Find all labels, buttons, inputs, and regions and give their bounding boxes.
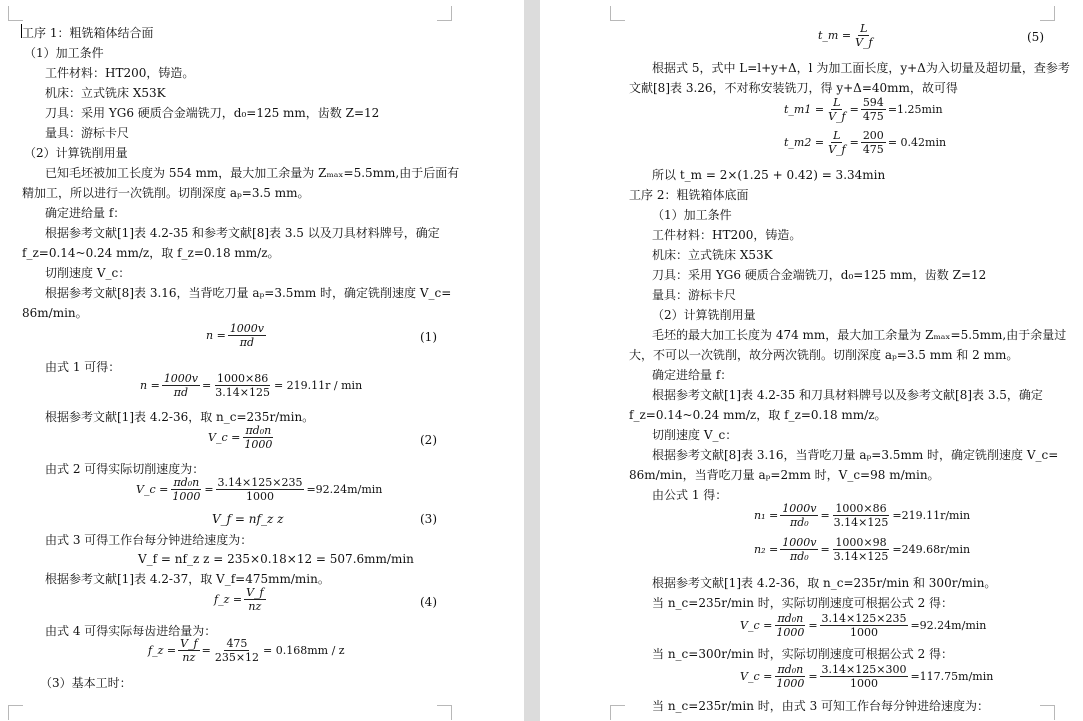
equation-tm1: t_m1 = $\frac{L}{V\_f}$ = $\frac{594}{475}$ =1.25min [784,96,943,123]
paragraph-line: 切削速度 V_c： [652,428,738,442]
equation-number: (5) [1027,30,1044,44]
paragraph-line: 根据参考文献[1]表 4.2-37，取 V_f=475mm/min。 [45,572,330,586]
document-page-right [540,0,1083,721]
paragraph-line: f_z=0.14~0.24 mm/z，取 f_z=0.18 mm/z。 [629,408,887,422]
paragraph-line: f_z=0.14~0.24 mm/z，取 f_z=0.18 mm/z。 [22,246,280,260]
paragraph-line: 由公式 1 得： [652,488,728,502]
paragraph-line: 根据参考文献[1]表 4.2-35 和参考文献[8]表 3.5 以及刀具材料牌号，确定 [45,226,440,240]
paragraph-line: 由式 4 可得实际每齿进给量为： [45,624,217,638]
paragraph-line: 切削速度 V_c： [45,266,131,280]
paragraph-line: 机床：立式铣床 X53K [652,248,773,262]
paragraph-line: 确定进给量 f： [652,368,733,382]
equation-number: (3) [420,512,437,526]
paragraph-line: 根据参考文献[1]表 4.2-36，取 n_c=235r/min。 [45,410,315,424]
equation-2-evaluated: V_c = $\frac{\text{πd₀n}}{1000}$ = $\frac{3.14\times 125\times 235}{1000}$ =92.24m/min [136,476,383,503]
subheading: （3）基本工时： [40,676,132,690]
crop-mark [1040,6,1055,21]
equation-2: V_c = $\frac{\text{πd₀n}}{1000}$ [208,424,273,451]
crop-mark [610,705,625,720]
paragraph-line: 当 n_c=300r/min 时，实际切削速度可根据公式 2 得： [652,647,954,661]
equation-4-evaluated: f_z = $\frac{V\_f}{nz}$ = $\frac{475}{235\times 12}$ = 0.168mm / z [148,637,345,664]
equation-n1: n₁ = $\frac{1000v}{\text{πd₀}}$ = $\frac{1000\times 86}{3.14\times 125}$ =219.11r/min [754,502,971,529]
paragraph-line: 精加工，所以进行一次铣削。切削深度 aₚ=3.5 mm。 [22,186,310,200]
crop-mark [610,6,625,21]
paragraph-line: 根据参考文献[8]表 3.16，当背吃刀量 aₚ=3.5mm 时，确定铣削速度 V_c= [45,286,452,300]
section-heading: 工序 2：粗铣箱体底面 [629,188,749,202]
paragraph-line: 确定进给量 f： [45,206,126,220]
equation-number: (1) [420,330,437,344]
equation-3-evaluated: V_f = nf_z z = 235×0.18×12 = 507.6mm/min [138,552,414,566]
document-page-left [0,0,524,721]
equation-1-evaluated: n = $\frac{1000v}{\pi d}$ = $\frac{1000\times 86}{3.14\times 125}$ = 219.11r / min [140,372,363,399]
paragraph-line: 由式 2 可得实际切削速度为： [45,462,205,476]
equation-n2: n₂ = $\frac{1000v}{\text{πd₀}}$ = $\frac{1000\times 98}{3.14\times 125}$ =249.68r/min [754,536,971,563]
paragraph-line: 大，不可以一次铣削，故分两次铣削。切削深度 aₚ=3.5 mm 和 2 mm。 [629,348,1019,362]
paragraph-line: 86m/min，当背吃刀量 aₚ=2mm 时，V_c=98 m/min。 [629,468,940,482]
subheading: （1）加工条件 [652,208,732,222]
equation-vc2: V_c = $\frac{\text{πd₀n}}{1000}$ = $\frac{3.14\times 125\times 300}{1000}$ =117.75m/min [740,663,994,690]
paragraph-line: 所以 t_m = 2×(1.25 + 0.42) = 3.34min [652,168,886,182]
paragraph-line: 根据参考文献[1]表 4.2-35 和刀具材料牌号以及参考文献[8]表 3.5，确定 [652,388,1043,402]
equation-tm2: t_m2 = $\frac{L}{V\_f}$ = $\frac{200}{475}$ = 0.42min [784,129,947,156]
paragraph-line: 已知毛坯被加工长度为 554 mm，最大加工余量为 Zₘₐₓ=5.5mm,由于后面有 [45,166,460,180]
paragraph-line: 由式 3 可得工作台每分钟进给速度为： [45,533,253,547]
paragraph-line: 量具：游标卡尺 [652,288,737,302]
paragraph-line: 刀具：采用 YG6 硬质合金端铣刀，d₀=125 mm，齿数 Z=12 [652,268,987,282]
crop-mark [437,705,452,720]
subheading: （1）加工条件 [24,46,104,60]
equation-4: f_z = $\frac{V\_f}{nz}$ [214,586,264,613]
section-heading: 工序 1：粗铣箱体结合面 [22,26,154,40]
subheading: （2）计算铣削用量 [652,308,756,322]
crop-mark [8,6,23,21]
paragraph-line: 由式 1 可得： [45,360,121,374]
paragraph-line: 当 n_c=235r/min 时，由式 3 可知工作台每分钟进给速度为： [652,699,990,713]
paragraph-line: 刀具：采用 YG6 硬质合金端铣刀，d₀=125 mm，齿数 Z=12 [45,106,380,120]
paragraph-line: 工件材料：HT200，铸造。 [652,228,802,242]
paragraph-line: 根据式 5，式中 L=l+y+Δ，l 为加工面长度，y+Δ为入切量及超切量，查参考 [652,61,1070,75]
equation-5: t_m = $\frac{L}{V\_f}$ [818,22,873,49]
crop-mark [437,6,452,21]
paragraph-line: 根据参考文献[1]表 4.2-36，取 n_c=235r/min 和 300r/min。 [652,576,997,590]
paragraph-line: 工件材料：HT200，铸造。 [45,66,195,80]
crop-mark [1040,705,1055,720]
equation-vc1: V_c = $\frac{\text{πd₀n}}{1000}$ = $\frac{3.14\times 125\times 235}{1000}$ =92.24m/min [740,612,987,639]
paragraph-line: 毛坯的最大加工长度为 474 mm，最大加工余量为 Zₘₐₓ=5.5mm,由于余量过 [652,328,1067,342]
subheading: （2）计算铣削用量 [24,146,128,160]
crop-mark [8,705,23,720]
paragraph-line: 文献[8]表 3.26，不对称安装铣刀，得 y+Δ=40mm，故可得 [629,81,958,95]
equation-number: (2) [420,433,437,447]
equation-number: (4) [420,595,437,609]
equation-1: n = $\frac{1000v}{\pi d}$ [206,322,265,349]
paragraph-line: 机床：立式铣床 X53K [45,86,166,100]
paragraph-line: 当 n_c=235r/min 时，实际切削速度可根据公式 2 得： [652,596,954,610]
equation-3: V_f = nf_z z [212,512,284,526]
page-gutter [524,0,540,721]
paragraph-line: 根据参考文献[8]表 3.16，当背吃刀量 aₚ=3.5mm 时，确定铣削速度 V_c= [652,448,1059,462]
paragraph-line: 86m/min。 [22,306,88,320]
paragraph-line: 量具：游标卡尺 [45,126,130,140]
